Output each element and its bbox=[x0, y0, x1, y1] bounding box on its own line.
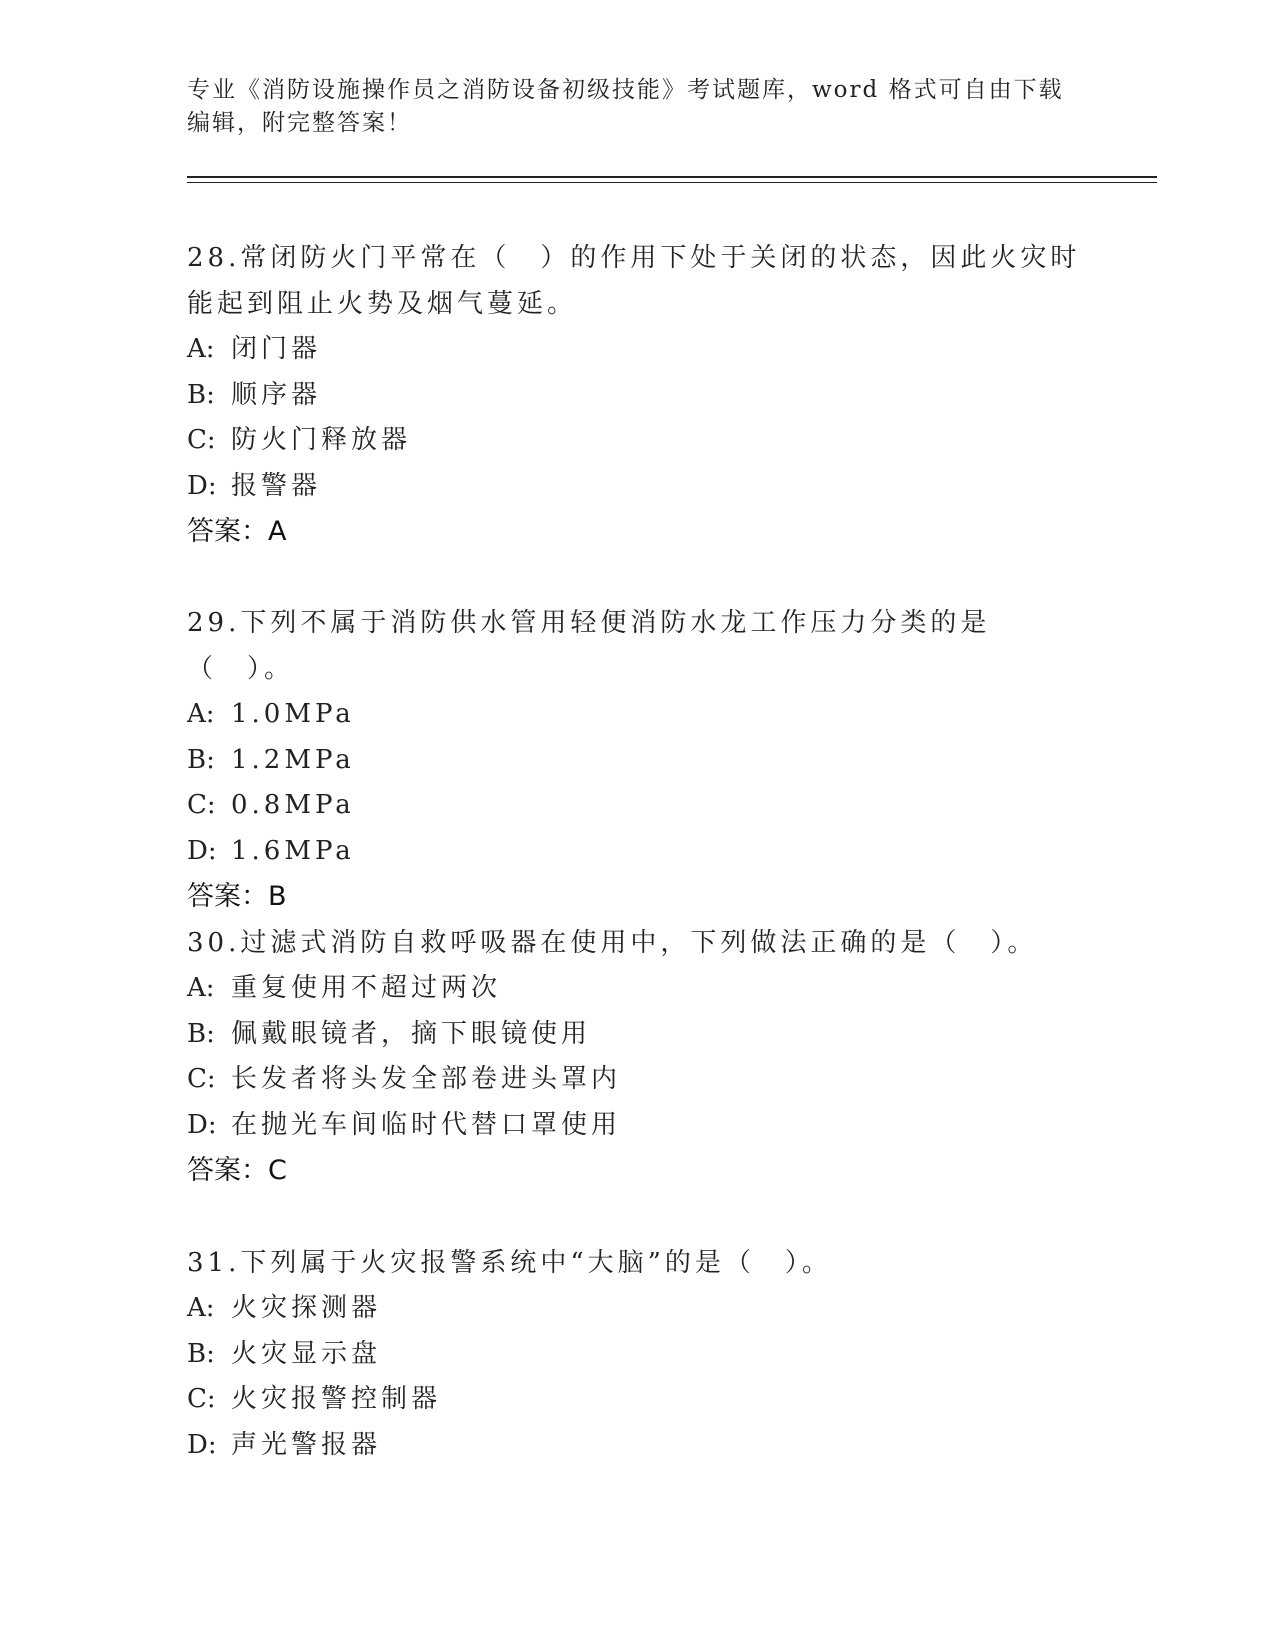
option-letter: B: bbox=[187, 744, 215, 775]
option-d bbox=[187, 464, 1087, 510]
option-text: 1.2MPa bbox=[231, 744, 355, 775]
option-a bbox=[187, 1286, 1087, 1332]
option-a bbox=[187, 966, 1087, 1012]
option-b bbox=[187, 1012, 1087, 1058]
option-text: 报警器 bbox=[231, 470, 322, 501]
question-stem: 28.常闭防火门平常在（ ）的作用下处于关闭的状态，因此火灾时能起到阻止火势及烟气蔓延。 bbox=[187, 243, 1081, 319]
option-c bbox=[187, 783, 1087, 829]
option-d bbox=[187, 1103, 1087, 1149]
option-text: 0.8MPa bbox=[231, 790, 355, 820]
option-letter: C: bbox=[187, 425, 216, 455]
option-letter: B: bbox=[187, 379, 215, 410]
option-text: 在抛光车间临时代替口罩使用 bbox=[231, 1109, 622, 1140]
option-text: 声光警报器 bbox=[231, 1429, 382, 1460]
question-stem: 31.下列属于火灾报警系统中“大脑”的是（ ）。 bbox=[187, 1248, 832, 1278]
header-divider-thin bbox=[187, 182, 1157, 183]
option-letter: D: bbox=[187, 835, 217, 866]
option-b bbox=[187, 738, 1087, 784]
option-letter: C: bbox=[187, 790, 216, 820]
option-letter: A: bbox=[187, 973, 215, 1003]
option-a bbox=[187, 327, 1087, 373]
option-d bbox=[187, 829, 1087, 875]
option-letter: A: bbox=[187, 1293, 215, 1323]
header-divider bbox=[187, 176, 1157, 178]
option-letter: C: bbox=[187, 1384, 216, 1414]
option-text: 1.0MPa bbox=[231, 699, 355, 729]
option-text: 长发者将头发全部卷进头罩内 bbox=[231, 1064, 622, 1094]
option-c bbox=[187, 1057, 1087, 1103]
option-letter: A: bbox=[187, 334, 215, 364]
option-a bbox=[187, 692, 1087, 738]
question-29 bbox=[187, 600, 1087, 920]
option-letter: D: bbox=[187, 470, 217, 501]
option-letter: B: bbox=[187, 1338, 215, 1369]
option-letter: D: bbox=[187, 1429, 217, 1460]
answer-line: 答案：A bbox=[187, 516, 287, 547]
answer-line: 答案：C bbox=[187, 1155, 287, 1186]
option-b bbox=[187, 373, 1087, 419]
option-text: 重复使用不超过两次 bbox=[231, 973, 502, 1003]
option-text: 火灾显示盘 bbox=[231, 1338, 382, 1369]
option-text: 1.6MPa bbox=[231, 835, 355, 866]
option-letter: A: bbox=[187, 699, 215, 729]
option-c bbox=[187, 1377, 1087, 1423]
question-30 bbox=[187, 920, 1087, 1194]
option-letter: D: bbox=[187, 1109, 217, 1140]
option-b bbox=[187, 1332, 1087, 1378]
document-header: 专业《消防设施操作员之消防设备初级技能》考试题库，word 格式可自由下载编辑，附完整答案！ bbox=[187, 77, 1064, 136]
option-text: 火灾探测器 bbox=[231, 1293, 382, 1323]
option-text: 佩戴眼镜者，摘下眼镜使用 bbox=[231, 1018, 592, 1049]
option-text: 防火门释放器 bbox=[231, 425, 412, 455]
question-28 bbox=[187, 235, 1087, 555]
option-d bbox=[187, 1423, 1087, 1469]
question-stem: 30.过滤式消防自救呼吸器在使用中，下列做法正确的是（ ）。 bbox=[187, 928, 1038, 958]
option-letter: C: bbox=[187, 1064, 216, 1094]
question-stem: 29.下列不属于消防供水管用轻便消防水龙工作压力分类的是（ ）。 bbox=[187, 608, 991, 684]
option-text: 顺序器 bbox=[231, 379, 322, 410]
option-text: 火灾报警控制器 bbox=[231, 1384, 442, 1414]
option-c bbox=[187, 418, 1087, 464]
option-letter: B: bbox=[187, 1018, 215, 1049]
option-text: 闭门器 bbox=[231, 334, 322, 364]
answer-line: 答案：B bbox=[187, 881, 287, 912]
question-31 bbox=[187, 1240, 1087, 1468]
